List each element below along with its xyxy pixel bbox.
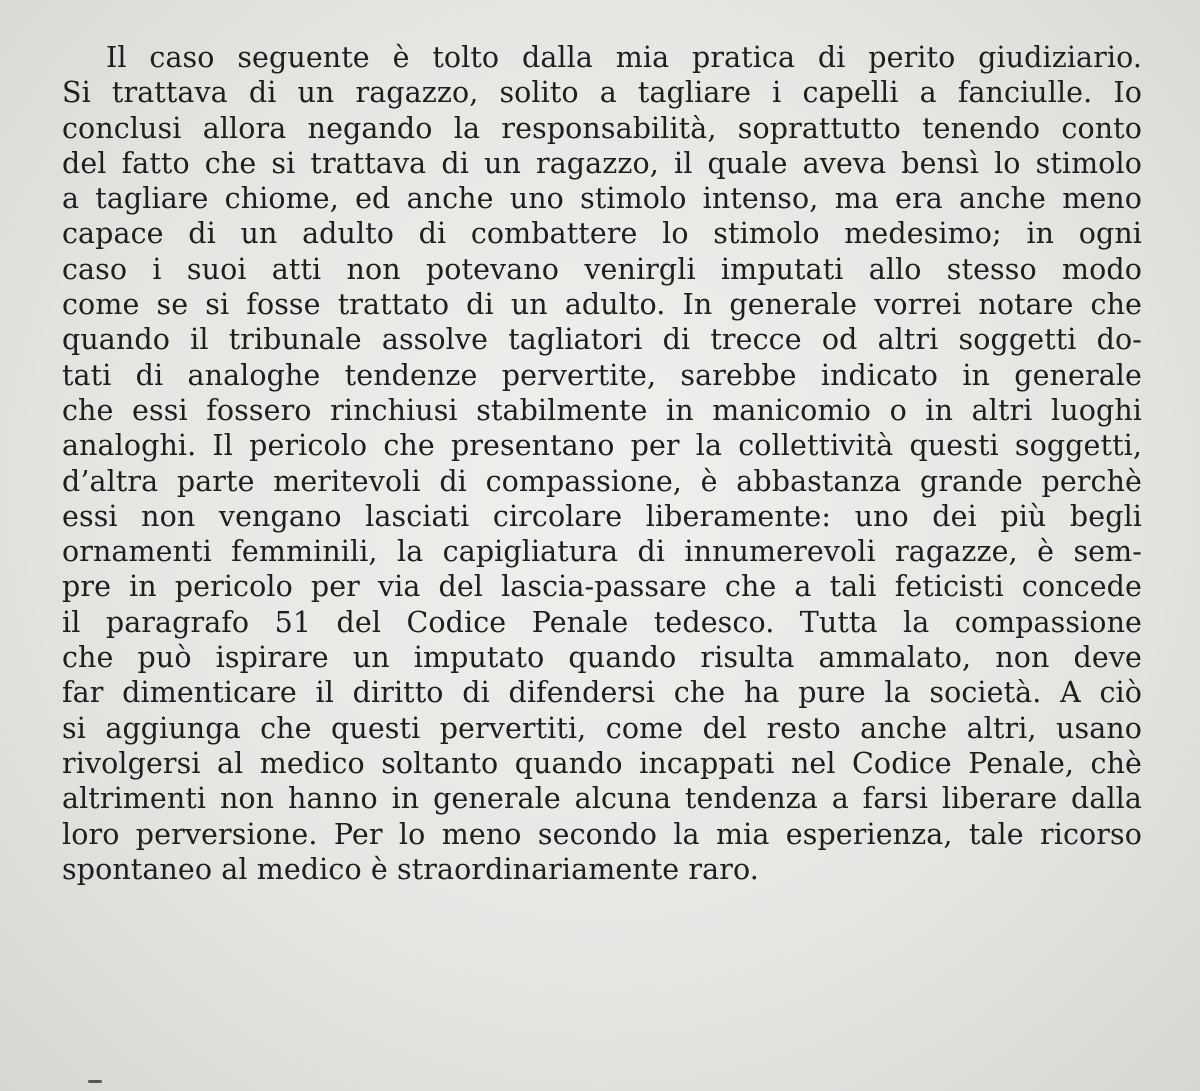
paragraph bbox=[62, 40, 1142, 887]
text-line: d’altra parte meritevoli di compassione, è abbastanza grande perchè bbox=[62, 464, 1142, 498]
text-line: capace di un adulto di combattere lo stimolo medesimo; in ogni bbox=[62, 217, 1142, 251]
text-line: spontaneo al medico è straordinariamente raro. bbox=[62, 852, 759, 886]
text-line: a tagliare chiome, ed anche uno stimolo intenso, ma era anche meno bbox=[62, 182, 1142, 216]
text-line: analoghi. Il pericolo che presentano per la collettività questi soggetti, bbox=[62, 429, 1142, 463]
text-line: si aggiunga che questi pervertiti, come del resto anche altri, usano bbox=[62, 711, 1142, 745]
text-line: Si trattava di un ragazzo, solito a tagliare i capelli a fanciulle. Io bbox=[62, 76, 1142, 110]
text-line: ornamenti femminili, la capigliatura di innumerevoli ragazze, è sem- bbox=[62, 535, 1142, 569]
text-line: caso i suoi atti non potevano venirgli imputati allo stesso modo bbox=[62, 252, 1142, 286]
text-line: loro perversione. Per lo meno secondo la mia esperienza, tale ricorso bbox=[62, 817, 1142, 851]
text-line: tati di analoghe tendenze pervertite, sarebbe indicato in generale bbox=[62, 358, 1142, 392]
text-line: come se si fosse trattato di un adulto. In generale vorrei notare che bbox=[62, 288, 1142, 322]
text-line: il paragrafo 51 del Codice Penale tedesco. Tutta la compassione bbox=[62, 605, 1142, 639]
text-line: quando il tribunale assolve tagliatori di trecce od altri soggetti do- bbox=[62, 323, 1142, 357]
text-line: far dimenticare il diritto di difendersi che ha pure la società. A ciò bbox=[62, 676, 1142, 710]
text-line: conclusi allora negando la responsabilità, soprattutto tenendo conto bbox=[62, 111, 1142, 145]
text-line: del fatto che si trattava di un ragazzo, il quale aveva bensì lo stimolo bbox=[62, 146, 1142, 180]
text-line: che essi fossero rinchiusi stabilmente in manicomio o in altri luoghi bbox=[62, 393, 1142, 427]
next-line-fragment bbox=[88, 1078, 118, 1088]
text-line: essi non vengano lasciati circolare liberamente: uno dei più begli bbox=[62, 499, 1142, 533]
text-line: pre in pericolo per via del lascia-passare che a tali feticisti concede bbox=[62, 570, 1142, 604]
text-line: che può ispirare un imputato quando risulta ammalato, non deve bbox=[62, 641, 1142, 675]
text-line: Il caso seguente è tolto dalla mia pratica di perito giudiziario. bbox=[106, 41, 1142, 74]
text-line: altrimenti non hanno in generale alcuna tendenza a farsi liberare dalla bbox=[62, 782, 1142, 816]
text-line: rivolgersi al medico soltanto quando incappati nel Codice Penale, chè bbox=[62, 746, 1142, 780]
